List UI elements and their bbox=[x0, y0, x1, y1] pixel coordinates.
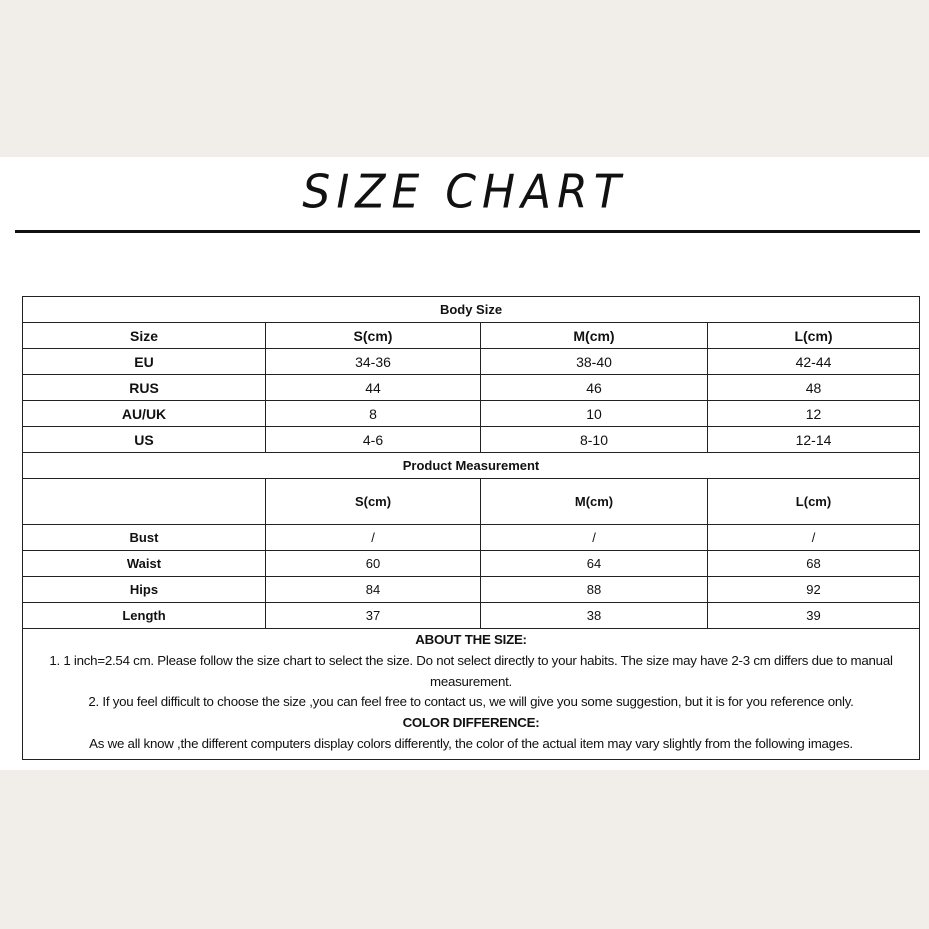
table-cell: / bbox=[481, 525, 708, 551]
table-cell: 38-40 bbox=[481, 349, 708, 375]
size-chart-sheet bbox=[0, 157, 929, 770]
table-cell: 44 bbox=[266, 375, 481, 401]
table-cell: 92 bbox=[708, 577, 920, 603]
column-header-row bbox=[23, 479, 920, 525]
section-heading-body-size: Body Size bbox=[23, 297, 920, 323]
table-cell: 68 bbox=[708, 551, 920, 577]
column-header: S(cm) bbox=[266, 479, 481, 525]
table-cell: 64 bbox=[481, 551, 708, 577]
table-cell: 88 bbox=[481, 577, 708, 603]
table-row bbox=[23, 375, 920, 401]
table-cell: 39 bbox=[708, 603, 920, 629]
about-size-heading: ABOUT THE SIZE: bbox=[415, 632, 527, 647]
column-header: Size bbox=[23, 323, 266, 349]
row-label: Waist bbox=[23, 551, 266, 577]
table-cell: / bbox=[266, 525, 481, 551]
column-header-row bbox=[23, 323, 920, 349]
row-label: Bust bbox=[23, 525, 266, 551]
table-cell: 84 bbox=[266, 577, 481, 603]
table-cell: 34-36 bbox=[266, 349, 481, 375]
table-cell: 48 bbox=[708, 375, 920, 401]
size-note-1: 1. 1 inch=2.54 cm. Please follow the size chart to select the size. Do not select directly to your habits. The size may have 2-3 cm differs due to manual measurement. bbox=[49, 652, 893, 689]
table-cell: 8 bbox=[266, 401, 481, 427]
column-header bbox=[23, 479, 266, 525]
table-cell: 46 bbox=[481, 375, 708, 401]
table-row bbox=[23, 349, 920, 375]
row-label: US bbox=[23, 427, 266, 453]
table-cell: 4-6 bbox=[266, 427, 481, 453]
column-header: M(cm) bbox=[481, 323, 708, 349]
table-row bbox=[23, 577, 920, 603]
notes-row bbox=[23, 629, 920, 760]
section-header-row bbox=[23, 297, 920, 323]
row-label: Length bbox=[23, 603, 266, 629]
section-header-row bbox=[23, 453, 920, 479]
table-cell: 37 bbox=[266, 603, 481, 629]
row-label: RUS bbox=[23, 375, 266, 401]
table-cell: 12-14 bbox=[708, 427, 920, 453]
column-header: L(cm) bbox=[708, 323, 920, 349]
title-divider bbox=[15, 230, 920, 233]
table-cell: 60 bbox=[266, 551, 481, 577]
color-difference-note: As we all know ,the different computers display colors differently, the color of the actual item may vary slightly from the following images. bbox=[89, 735, 853, 751]
section-heading-product-measurement: Product Measurement bbox=[23, 453, 920, 479]
table-row bbox=[23, 603, 920, 629]
page-title: SIZE CHART bbox=[302, 165, 627, 220]
table-row bbox=[23, 525, 920, 551]
row-label: Hips bbox=[23, 577, 266, 603]
color-difference-heading: COLOR DIFFERENCE: bbox=[402, 715, 540, 731]
table-row bbox=[23, 551, 920, 577]
size-table bbox=[22, 296, 920, 760]
row-label: EU bbox=[23, 349, 266, 375]
table-row bbox=[23, 401, 920, 427]
table-cell: 12 bbox=[708, 401, 920, 427]
row-label: AU/UK bbox=[23, 401, 266, 427]
notes-cell bbox=[23, 629, 920, 760]
table-cell: 38 bbox=[481, 603, 708, 629]
column-header: M(cm) bbox=[481, 479, 708, 525]
size-note-2: 2. If you feel difficult to choose the size ,you can feel free to contact us, we will give you some suggestion, but it is for you reference only. bbox=[88, 694, 854, 710]
table-row bbox=[23, 427, 920, 453]
table-cell: / bbox=[708, 525, 920, 551]
column-header: S(cm) bbox=[266, 323, 481, 349]
table-cell: 42-44 bbox=[708, 349, 920, 375]
column-header: L(cm) bbox=[708, 479, 920, 525]
table-cell: 10 bbox=[481, 401, 708, 427]
table-cell: 8-10 bbox=[481, 427, 708, 453]
